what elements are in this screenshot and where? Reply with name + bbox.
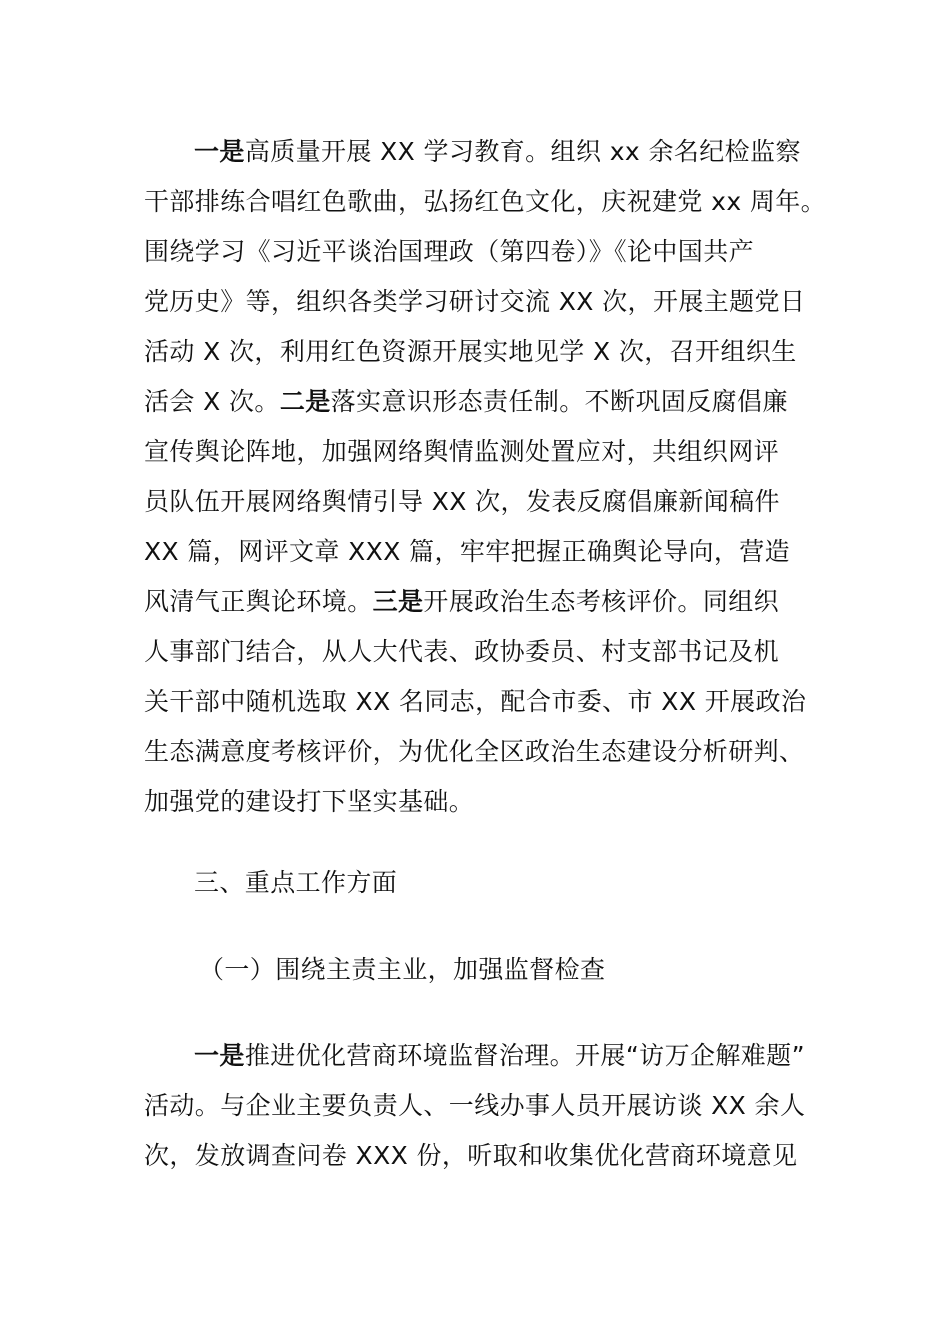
section-heading-block — [144, 858, 824, 908]
bold-lead: 三是 — [372, 587, 424, 616]
section-heading: 三、重点工作方面 — [194, 868, 398, 897]
paragraph-line: 活会 X 次。二是落实意识形态责任制。不断巩固反腐倡廉 — [144, 387, 788, 416]
paragraph-line: 一是高质量开展 XX 学习教育。组织 xx 余名纪检监察 — [194, 137, 801, 166]
paragraph-line: 宣传舆论阵地，加强网络舆情监测处置应对，共组织网评 — [144, 437, 780, 466]
paragraph-line: 次，发放调查问卷 XXX 份，听取和收集优化营商环境意见 — [144, 1141, 798, 1170]
paragraph-line: 活动。与企业主要负责人、一线办事人员开展访谈 XX 余人 — [144, 1091, 806, 1120]
paragraph-line: 生态满意度考核评价，为优化全区政治生态建设分析研判、 — [144, 737, 805, 766]
subsection-heading: （一）围绕主责主业，加强监督检查 — [199, 955, 606, 984]
paragraph-business-environment — [144, 1031, 824, 1181]
bold-lead: 一是 — [194, 137, 245, 166]
paragraph-line: 干部排练合唱红色歌曲，弘扬红色文化，庆祝建党 xx 周年。 — [144, 187, 827, 216]
paragraph-line: XX 篇，网评文章 XXX 篇，牢牢把握正确舆论导向，营造 — [144, 537, 791, 566]
paragraph-line: 员队伍开展网络舆情引导 XX 次，发表反腐倡廉新闻稿件 — [144, 487, 780, 516]
paragraph-line: 风清气正舆论环境。三是开展政治生态考核评价。同组织 — [144, 587, 780, 616]
paragraph-line: 关干部中随机选取 XX 名同志，配合市委、市 XX 开展政治 — [144, 687, 807, 716]
paragraph-line: 围绕学习《习近平谈治国理政（第四卷）》《论中国共产 — [144, 237, 755, 266]
paragraph-achievements — [144, 127, 827, 827]
paragraph-line: 加强党的建设打下坚实基础。 — [144, 787, 475, 816]
paragraph-line: 人事部门结合，从人大代表、政协委员、村支部书记及机 — [144, 637, 780, 666]
bold-lead: 一是 — [194, 1041, 245, 1070]
subsection-heading-block — [144, 945, 824, 995]
paragraph-line: 一是推进优化营商环境监督治理。开展“访万企解难题” — [194, 1041, 805, 1070]
bold-lead: 二是 — [279, 387, 331, 416]
paragraph-line: 党历史》等，组织各类学习研讨交流 XX 次，开展主题党日 — [144, 287, 806, 316]
paragraph-line: 活动 X 次，利用红色资源开展实地见学 X 次，召开组织生 — [144, 337, 797, 366]
